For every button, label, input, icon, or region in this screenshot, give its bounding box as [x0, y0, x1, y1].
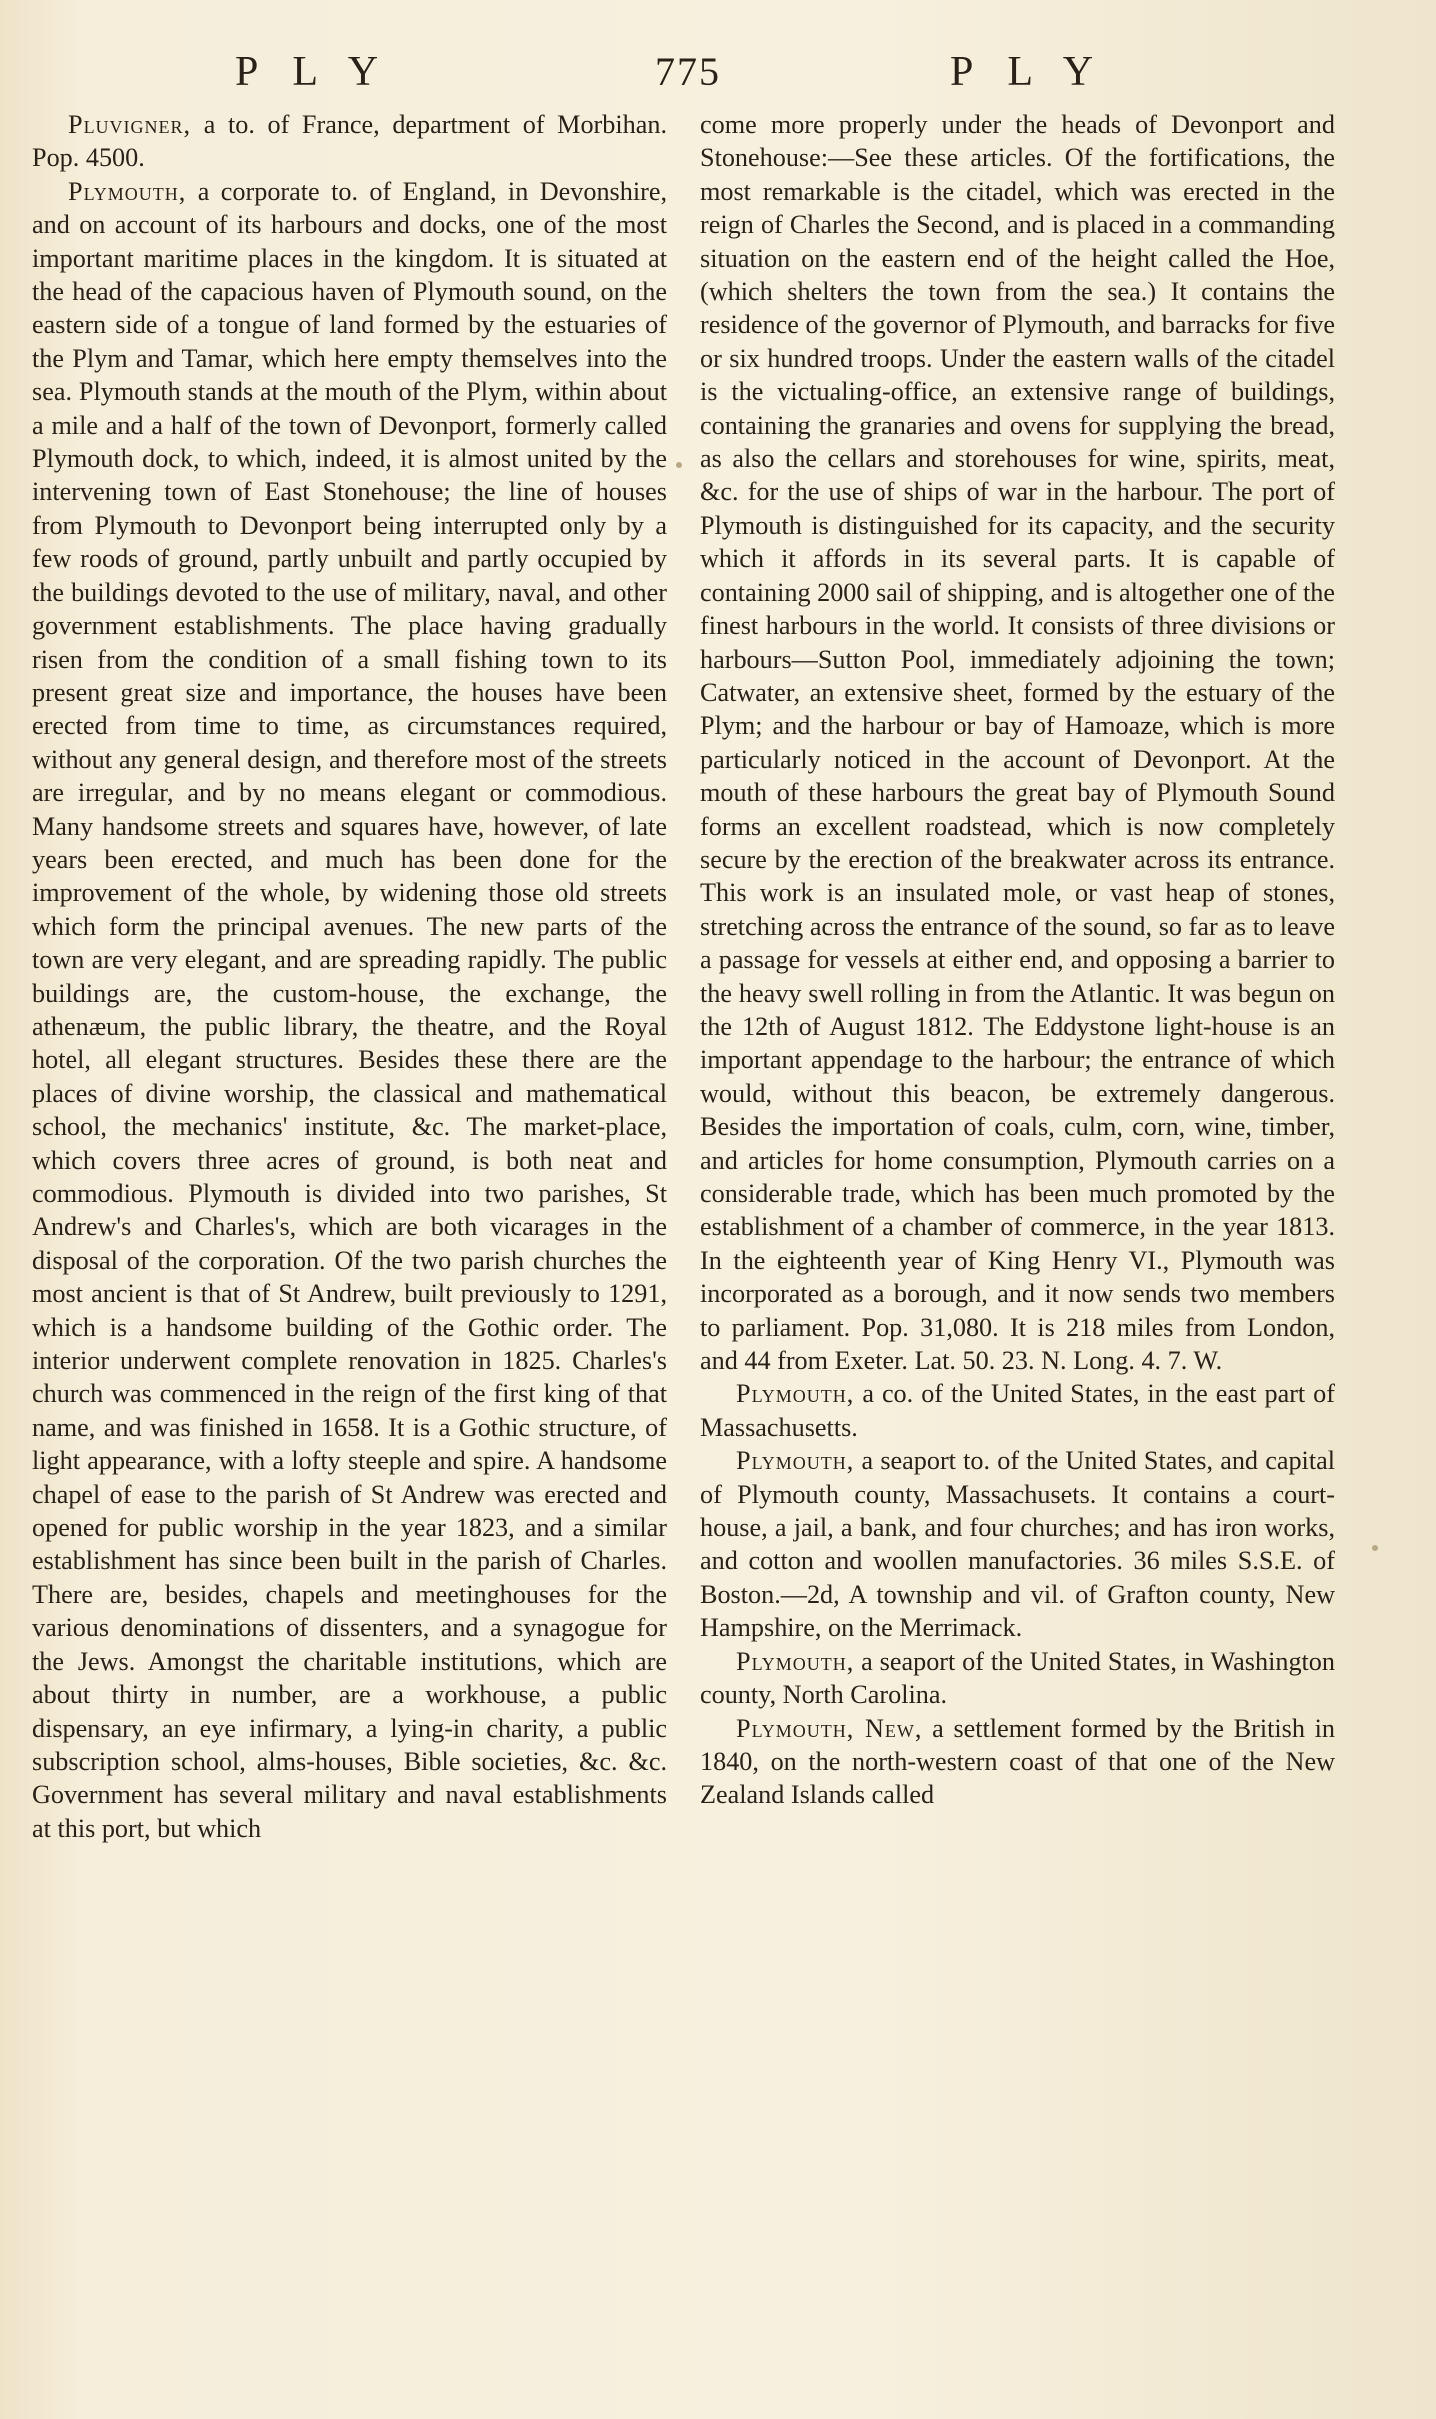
entry-text: a co. of the United States, in the east part of Massachusetts. [700, 1379, 1335, 1442]
entry-headword: Plymouth, [736, 1646, 855, 1676]
entry-text: a seaport to. of the United States, and capital of Plymouth county, Massachusets. It contains a court-house, a jail, a bank, and four churches; and has iron works, and cotton and woollen manufactories. 36 miles S.S.E. of Boston.—2d, A township and vil. of Grafton county, New Hampshire, on the Merrimack. [700, 1446, 1335, 1643]
entry-headword: Plymouth, [736, 1379, 855, 1409]
entry-plymouth-new [700, 1712, 1335, 1812]
entry-pluvigner [32, 108, 667, 175]
right-column [700, 108, 1335, 1812]
entry-plymouth-massachusetts [700, 1444, 1335, 1644]
running-header [0, 42, 1436, 102]
entry-plymouth-england-continued: come more properly under the heads of Devonport and Stonehouse:—See these articles. Of the fortifications, the most remarkable is the citadel, which was erected in the reign of Charles the Second, and is placed in a commanding situation on the eastern end of the height called the Hoe, (which shelters the town from the sea.) It contains the residence of the governor of Plymouth, and barracks for five or six hundred troops. Under the eastern walls of the citadel is the victualing-office, an extensive range of buildings, containing the granaries and ovens for supplying the bread, as also the cellars and storehouses for wine, spirits, meat, &c. for the use of ships of war in the harbour. The port of Plymouth is distinguished for its capacity, and the security which it affords in its several parts. It is capable of containing 2000 sail of shipping, and is altogether one of the finest harbours in the world. It consists of three divisions or harbours—Sutton Pool, immediately adjoining the town; Catwater, an extensive sheet, formed by the estuary of the Plym; and the harbour or bay of Hamoaze, which is more particularly noticed in the account of Devonport. At the mouth of these harbours the great bay of Plymouth Sound forms an excellent roadstead, which is now completely secure by the erection of the breakwater across its entrance. This work is an insulated mole, or vast heap of stones, stretching across the entrance of the sound, so far as to leave a passage for vessels at either end, and opposing a barrier to the heavy swell rolling in from the Atlantic. It was begun on the 12th of August 1812. The Eddystone light-house is an important appendage to the harbour; the entrance of which would, without this beacon, be extremely dangerous. Besides the importation of coals, culm, corn, wine, timber, and articles for home consumption, Plymouth carries on a considerable trade, which has been much promoted by the establishment of a chamber of commerce, in the year 1813. In the eighteenth year of King Henry VI., Plymouth was incorporated as a borough, and it now sends two members to parliament. Pop. 31,080. It is 218 miles from London, and 44 from Exeter. Lat. 50. 23. N. Long. 4. 7. W. [700, 110, 1335, 1376]
entry-headword: Pluvigner, [68, 110, 192, 139]
entry-headword: Plymouth, [68, 176, 187, 206]
entry-text: a settlement formed by the British in 1840, on the north-western coast of that one of the New Zealand Islands called [700, 1713, 1335, 1810]
entry-text: a seaport of the United States, in Washington county, North Carolina. [700, 1646, 1335, 1710]
header-right-guideword: PLY [950, 49, 1128, 95]
entry-plymouth-north-carolina [700, 1645, 1335, 1712]
entry-headword: Plymouth, [736, 1446, 855, 1476]
page-number: 775 [655, 49, 721, 94]
entry-text: a to. of France, department of Morbihan. Pop. 4500. [32, 110, 667, 173]
entry-plymouth-england [32, 175, 667, 1845]
left-column [32, 108, 667, 1845]
ink-speck [1372, 1545, 1378, 1551]
entry-text: a corporate to. of England, in Devonshire, and on account of its harbours and docks, one of the most important maritime places in the kingdom. It is situated at the head of the capacious haven of Plymouth sound, on the eastern side of a tongue of land formed by the estuaries of the Plym and Tamar, which here empty themselves into the sea. Plymouth stands at the mouth of the Plym, within about a mile and a half of the town of Devonport, formerly called Plymouth dock, to which, indeed, it is almost united by the intervening town of East Stonehouse; the line of houses from Plymouth to Devonport being interrupted only by a few roods of ground, partly unbuilt and partly occupied by the buildings devoted to the use of military, naval, and other government establishments. The place having gradually risen from the condition of a small fishing town to its present great size and importance, the houses have been erected from time to time, as circumstances required, without any general design, and therefore most of the streets are irregular, and by no means elegant or commodious. Many handsome streets and squares have, however, of late years been erected, and much has been done for the improvement of the whole, by widening those old streets which form the principal avenues. The new parts of the town are very elegant, and are spreading rapidly. The public buildings are, the custom-house, the exchange, the athenæum, the public library, the theatre, and the Royal hotel, all elegant structures. Besides these there are the places of divine worship, the classical and mathematical school, the mechanics' institute, &c. The market-place, which covers three acres of ground, is both neat and commodious. Plymouth is divided into two parishes, St Andrew's and Charles's, which are both vicarages in the disposal of the corporation. Of the two parish churches the most ancient is that of St Andrew, built previously to 1291, which is a handsome building of the Gothic order. The interior underwent complete renovation in 1825. Charles's church was commenced in the reign of the first king of that name, and was finished in 1658. It is a Gothic structure, of light appearance, with a lofty steeple and spire. A handsome chapel of ease to the parish of St Andrew was erected and opened for public worship in the year 1823, and a similar establishment has since been built in the parish of Charles. There are, besides, chapels and meetinghouses for the various denominations of dissenters, and a synagogue for the Jews. Amongst the charitable institutions, which are about thirty in number, are a workhouse, a public dispensary, an eye infirmary, a lying-in charity, a public subscription school, alms-houses, Bible societies, &c. &c. Government has several military and naval establishments at this port, but which [32, 176, 667, 1843]
header-left-guideword: PLY [235, 49, 413, 95]
entry-headword: Plymouth, New, [736, 1713, 923, 1743]
entry-plymouth-county-massachusetts [700, 1377, 1335, 1444]
ink-speck [676, 462, 682, 468]
